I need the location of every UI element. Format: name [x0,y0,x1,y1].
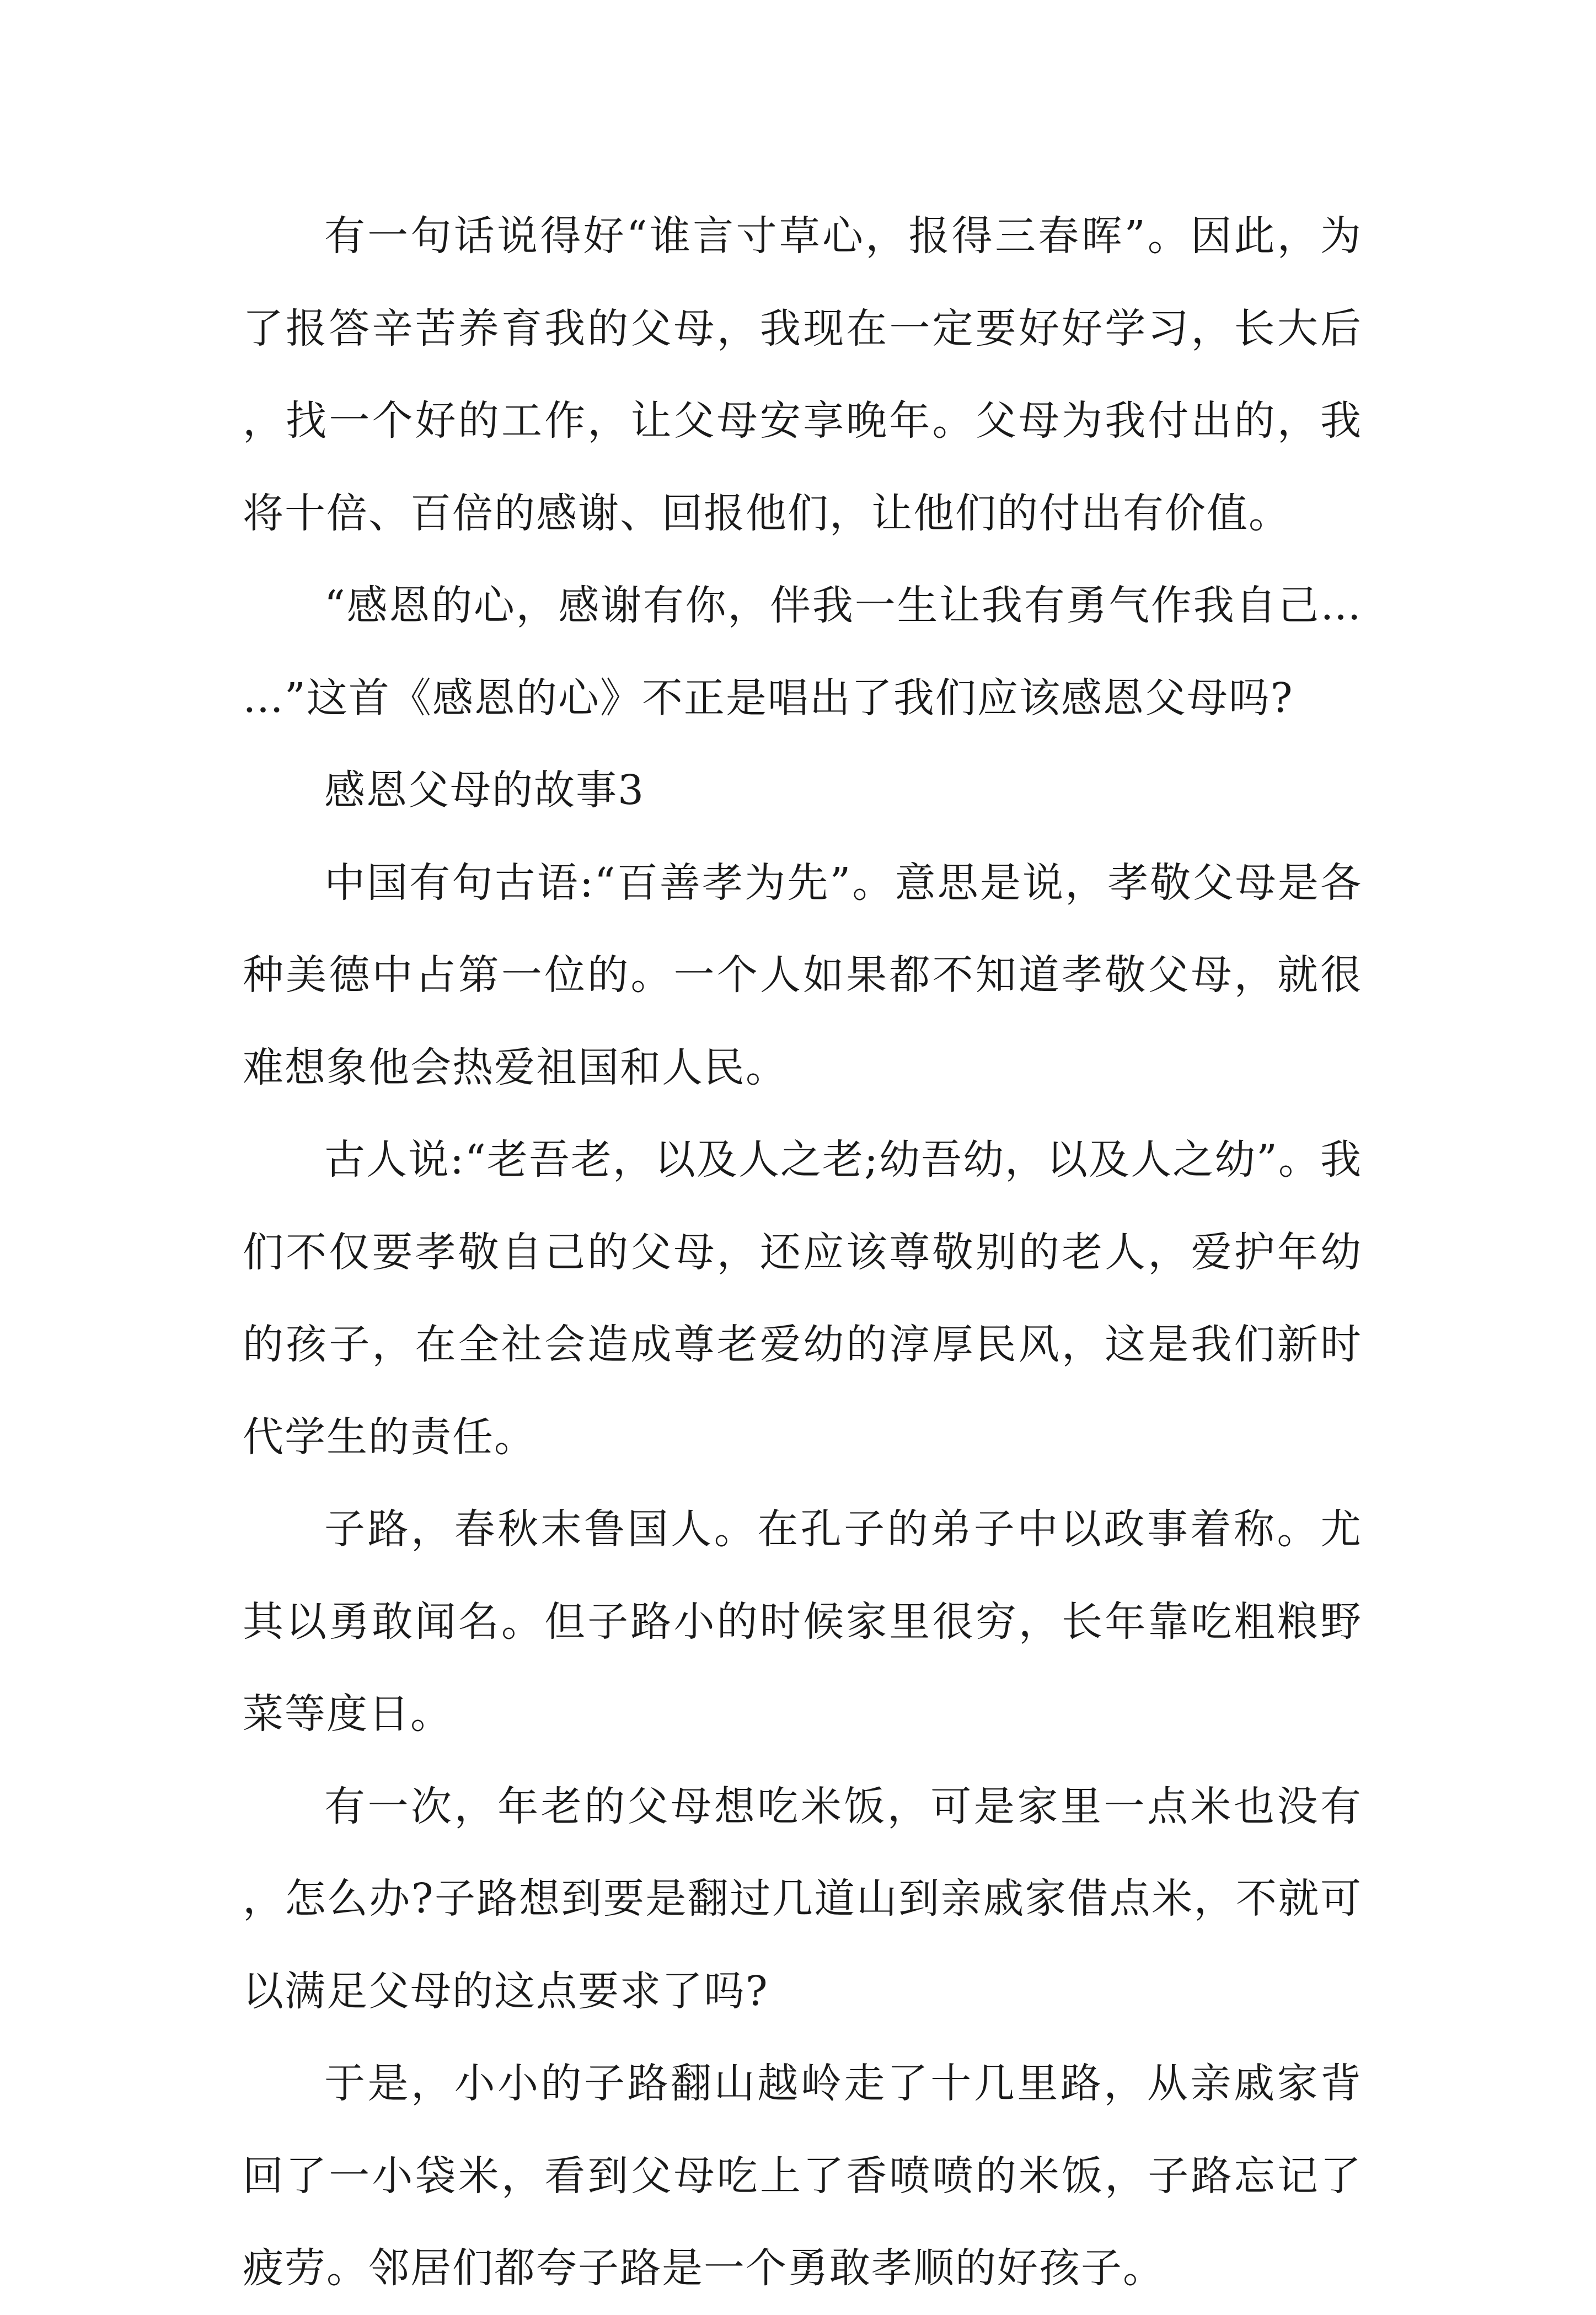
paragraph-respect-elders: 古人说:“老吾老，以及人之老;幼吾幼，以及人之幼”。我们不仅要孝敬自己的父母，还应该尊敬别的老人，爱护年幼的孩子，在全社会造成尊老爱幼的淳厚民风，这是我们新时代学生的责任。 [243,1136,1362,1461]
section-heading: 感恩父母的故事3 [324,767,645,814]
paragraph-zilu-intro: 子路，春秋末鲁国人。在孔子的弟子中以政事着称。尤其以勇敢闻名。但子路小的时候家里很穷，长年靠吃粗粮野菜等度日。 [243,1505,1362,1738]
paragraph-gratitude-quote: 有一句话说得好“谁言寸草心，报得三春晖”。因此，为了报答辛苦养育我的父母，我现在一定要好好学习，长大后，找一个好的工作，让父母安享晚年。父母为我付出的，我将十倍、百倍的感谢、回报他们，让他们的付出有价值。 [243,212,1362,537]
document-body [243,190,1362,2315]
paragraph-zilu-rice: 有一次，年老的父母想吃米饭，可是家里一点米也没有，怎么办?子路想到要是翻过几道山到亲戚家借点米，不就可以满足父母的这点要求了吗? [243,1782,1362,2015]
paragraph-song-lyric: “感恩的心，感谢有你，伴我一生让我有勇气作我自己……”这首《感恩的心》不正是唱出了我们应该感恩父母吗? [243,582,1362,722]
paragraph-zilu-journey: 于是，小小的子路翻山越岭走了十几里路，从亲戚家背回了一小袋米，看到父母吃上了香喷喷的米饭，子路忘记了疲劳。邻居们都夸子路是一个勇敢孝顺的好孩子。 [243,2060,1362,2292]
paragraph-filial-piety: 中国有句古语:“百善孝为先”。意思是说，孝敬父母是各种美德中占第一位的。一个人如果都不知道孝敬父母，就很难想象他会热爱祖国和人民。 [243,859,1362,1091]
